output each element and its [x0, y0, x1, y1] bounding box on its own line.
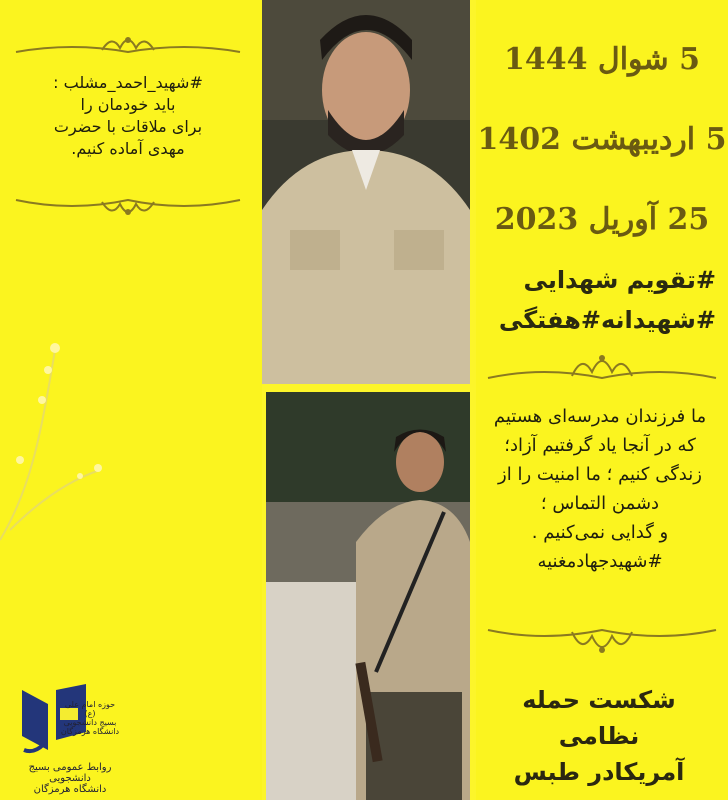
hashtag-calendar: #تقویم شهدایی [523, 266, 716, 294]
logo-caption: روابط عمومی بسیج دانشجویی دانشگاه هرمزگان [28, 762, 112, 795]
right-panel [476, 0, 728, 800]
ornament-divider-top-left [12, 30, 244, 60]
logo-small-text: حوزه امام علی (ع) بسیج دانشجویی دانشگاه هرمزگان [60, 700, 120, 736]
hashtag-weekly: #شهیدانه#هفتگی [498, 306, 716, 334]
left-quote: #شهید_احمد_مشلب : باید خودمان را برای ملاقات با حضرت مهدی آماده کنیم. [53, 73, 203, 158]
ornament-divider-bottom-right [484, 620, 720, 660]
ornament-divider-top-right [484, 346, 720, 386]
date-gregorian: 25 آوریل 2023 [494, 202, 710, 237]
date-hijri: 5 شوال 1444 [503, 42, 701, 77]
martyr-photo-top [262, 0, 470, 384]
event-text: شکست حمله نظامی آمریکادر طبس [513, 686, 685, 786]
date-shamsi: 5 اردیبهشت 1402 [477, 122, 727, 157]
ornament-divider-bottom-left [12, 190, 244, 220]
right-quote: ما فرزندان مدرسه‌ای هستیم که در آنجا یاد گرفتیم آزاد؛ زندگی کنیم ؛ ما امنیت را از دشمن التماس ؛ و گدایی نمی‌کنیم . #شهیدجهادمغنیه [493, 406, 707, 572]
martyr-photo-bottom [266, 392, 470, 800]
flower-branch-decoration [0, 290, 120, 550]
